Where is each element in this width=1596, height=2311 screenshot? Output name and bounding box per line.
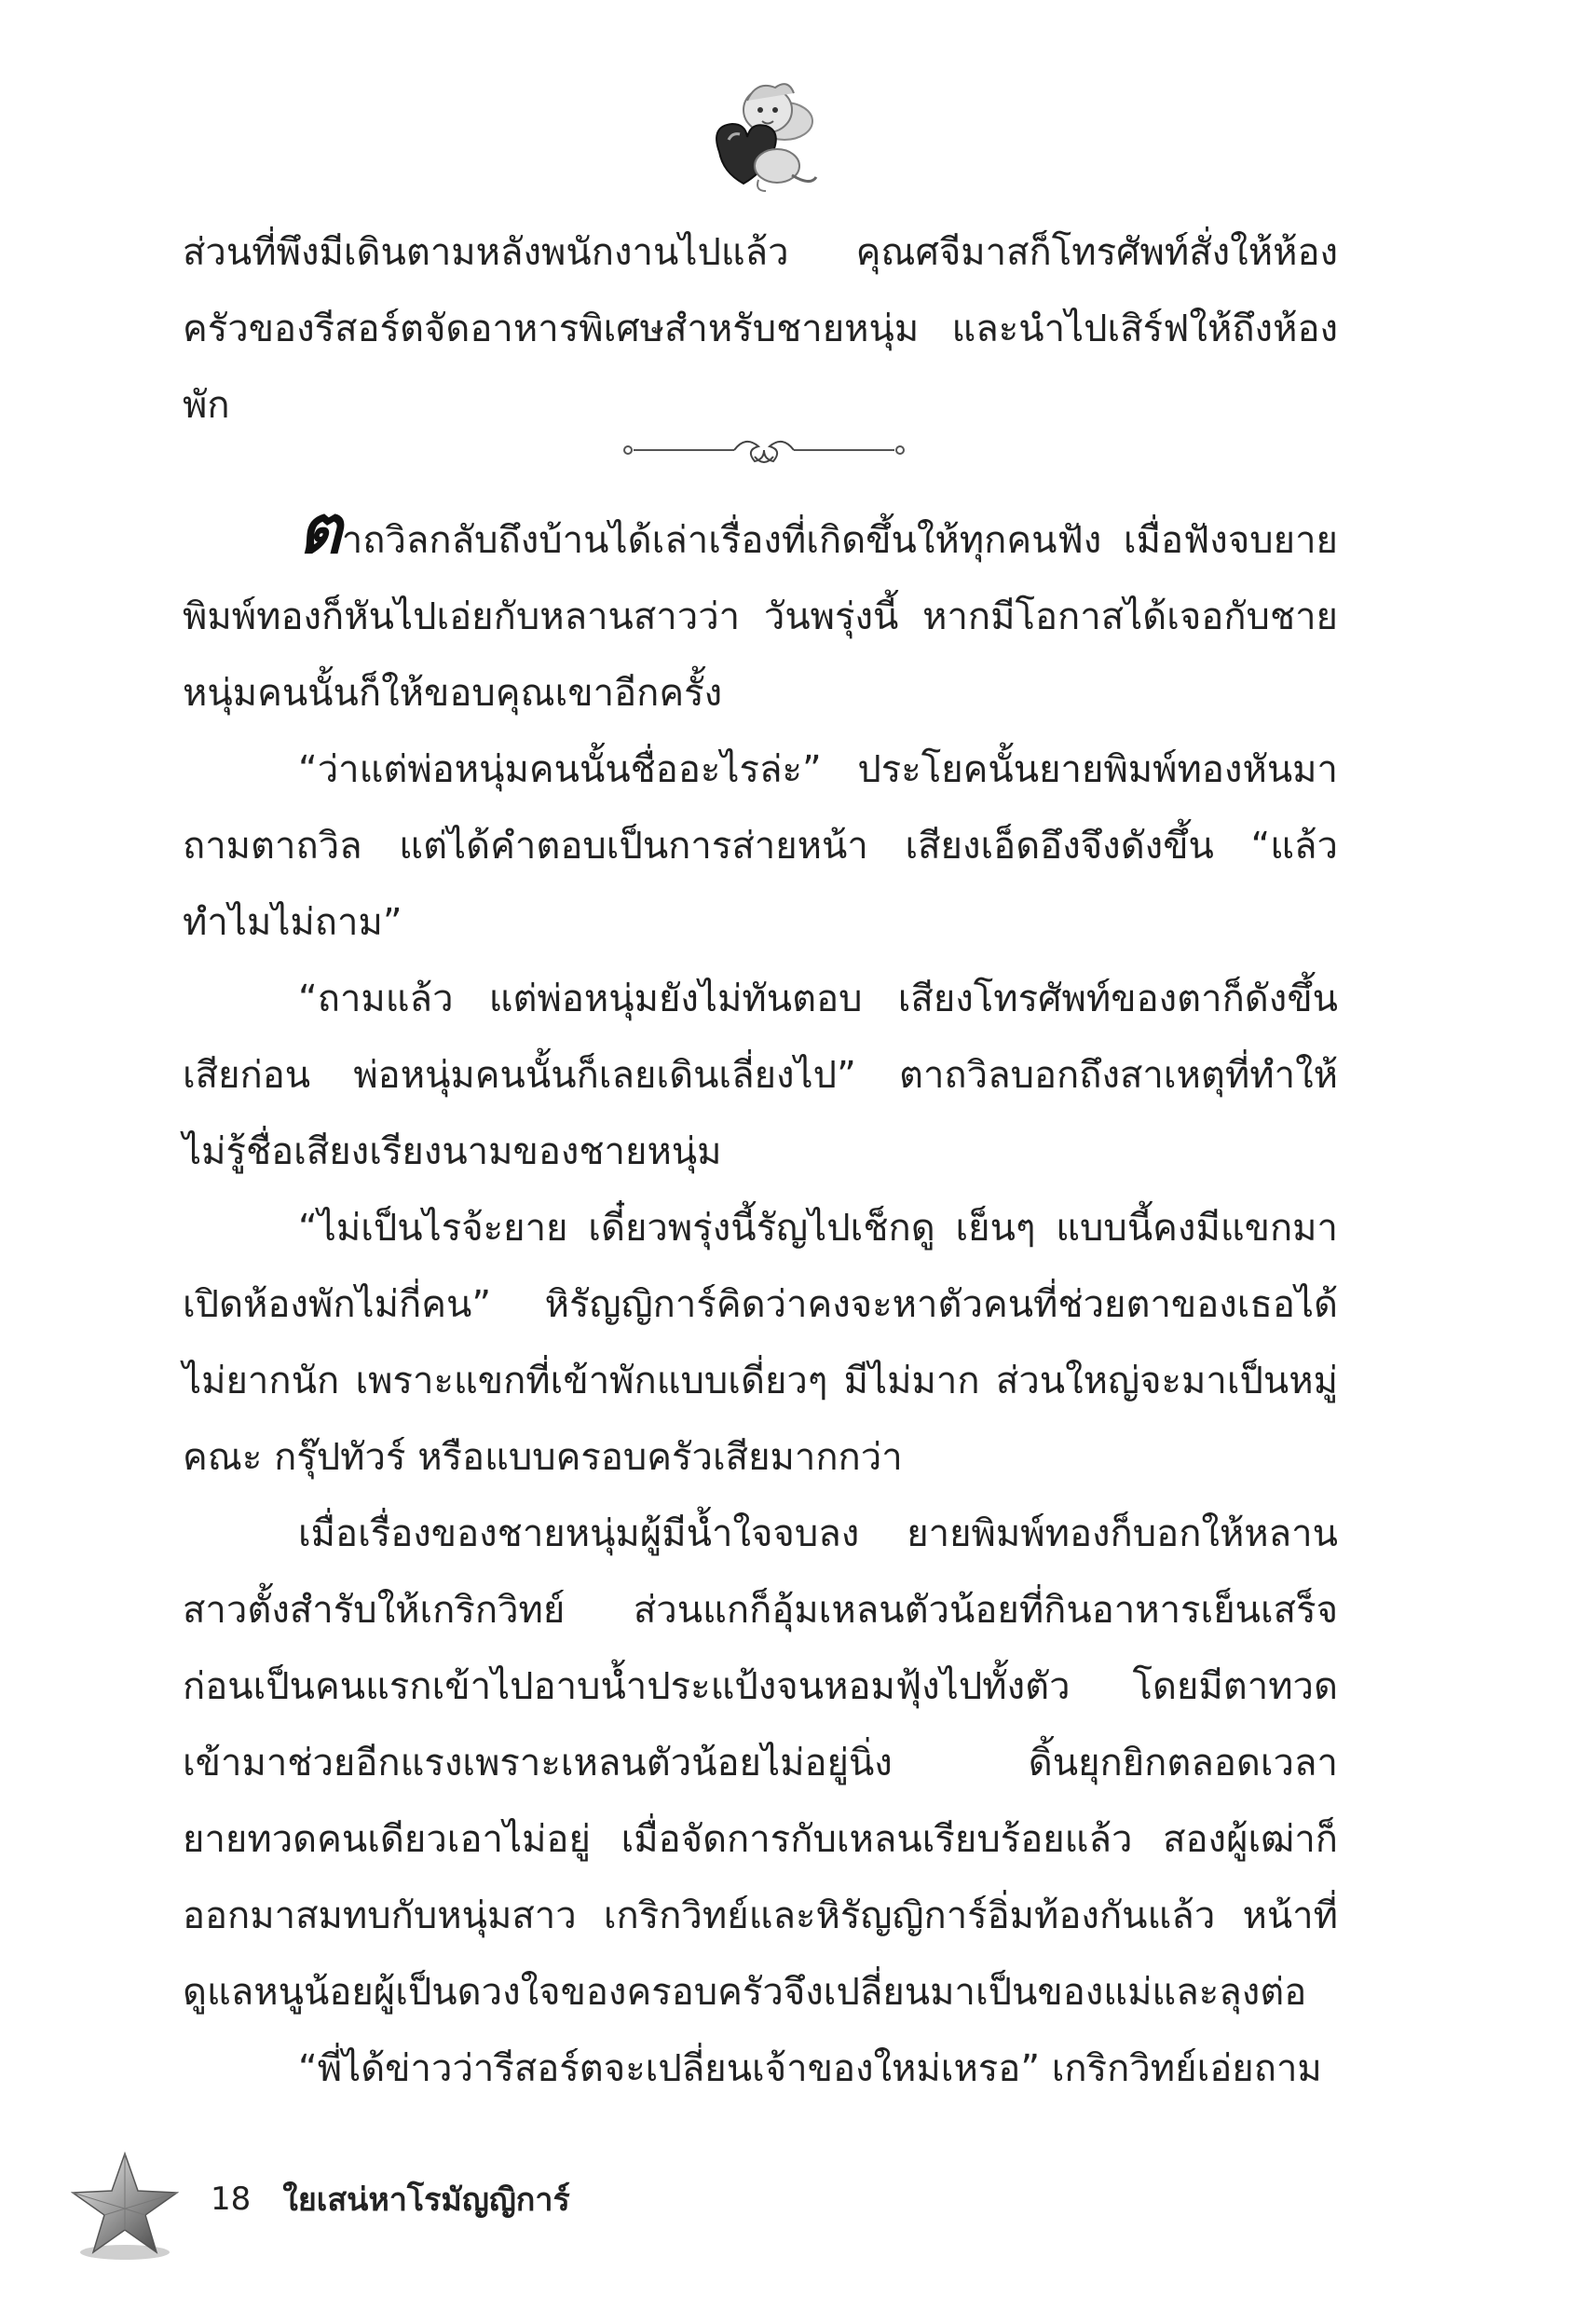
- intro-text-block: [183, 214, 1338, 444]
- paragraph: เมื่อเรื่องของชายหนุ่มผู้มีน้ำใจจบลง ยายพิมพ์ทองก็บอกให้หลานสาวตั้งสำรับให้เกริกวิทย์ ส่วนแกก็อุ้มเหลนตัวน้อยที่กินอาหารเย็นเสร็จก่อนเป็นคนแรกเข้าไปอาบน้ำประแป้งจนหอมฟุ้งไปทั้งตัว โดยมีตาทวดเข้ามาช่วยอีกแรงเพราะเหลนตัวน้อยไม่อยู่นิ่ง ดิ้นยุกยิกตลอดเวลา ยายทวดคนเดียวเอาไม่อยู่ เมื่อจัดการกับเหลนเรียบร้อยแล้ว สองผู้เฒ่าก็ออกมาสมทบกับหนุ่มสาว เกริกวิทย์และหิรัญญิการ์อิ่มท้องกันแล้ว หน้าที่ดูแลหนูน้อยผู้เป็นดวงใจของครอบครัวจึงเปลี่ยนมาเป็นของแม่และลุงต่อ: [183, 1512, 1338, 2014]
- first-paragraph-text: าถวิลกลับถึงบ้านได้เล่าเรื่องที่เกิดขึ้นให้ทุกคนฟัง เมื่อฟังจบยายพิมพ์ทองก็หันไปเอ่ยกับหลานสาวว่า วันพรุ่งนี้ หากมีโอกาสได้เจอกับชายหนุ่มคนนั้นก็ให้ขอบคุณเขาอีกครั้ง: [183, 519, 1338, 715]
- intro-paragraph: ส่วนที่พึงมีเดินตามหลังพนักงานไปแล้ว คุณศจีมาสก็โทรศัพท์สั่งให้ห้องครัวของรีสอร์ตจัดอาหารพิเศษสำหรับชายหนุ่ม และนำไปเสิร์ฟให้ถึงห้องพัก: [183, 231, 1338, 427]
- cherub-heart-icon: [691, 63, 831, 203]
- ornamental-divider-icon: [615, 429, 913, 472]
- paragraph: “ถามแล้ว แต่พ่อหนุ่มยังไม่ทันตอบ เสียงโทรศัพท์ของตาก็ดังขึ้นเสียก่อน พ่อหนุ่มคนนั้นก็เลยเดินเลี่ยงไป” ตาถวิลบอกถึงสาเหตุที่ทำให้ไม่รู้ชื่อเสียงเรียงนามของชายหนุ่ม: [183, 978, 1338, 1173]
- paragraph: “ไม่เป็นไรจ้ะยาย เดี๋ยวพรุ่งนี้รัญไปเช็กดู เย็นๆ แบบนี้คงมีแขกมาเปิดห้องพักไม่กี่คน” หิรัญญิการ์คิดว่าคงจะหาตัวคนที่ช่วยตาของเธอได้ไม่ยากนัก เพราะแขกที่เข้าพักแบบเดี่ยวๆ มีไม่มาก ส่วนใหญ่จะมาเป็นหมู่คณะ กรุ๊ปทัวร์ หรือแบบครอบครัวเสียมากกว่า: [183, 1207, 1338, 1479]
- story-text-block: [183, 489, 1338, 2107]
- paragraph: “ว่าแต่พ่อหนุ่มคนนั้นชื่ออะไรล่ะ” ประโยคนั้นยายพิมพ์ทองหันมาถามตาถวิล แต่ได้คำตอบเป็นการส่ายหน้า เสียงเอ็ดอึงจึงดังขึ้น “แล้วทำไมไม่ถาม”: [183, 748, 1338, 944]
- page-footer: [211, 2171, 570, 2227]
- star-icon: [67, 2148, 184, 2264]
- first-paragraph: [183, 489, 1338, 732]
- paragraph: “พี่ได้ข่าวว่ารีสอร์ตจะเปลี่ยนเจ้าของใหม่เหรอ” เกริกวิทย์เอ่ยถาม: [298, 2047, 1322, 2090]
- page-number: 18: [211, 2181, 252, 2218]
- drop-cap: ต: [298, 489, 342, 568]
- book-title: ใยเสน่หาโรมัญญิการ์: [282, 2181, 570, 2219]
